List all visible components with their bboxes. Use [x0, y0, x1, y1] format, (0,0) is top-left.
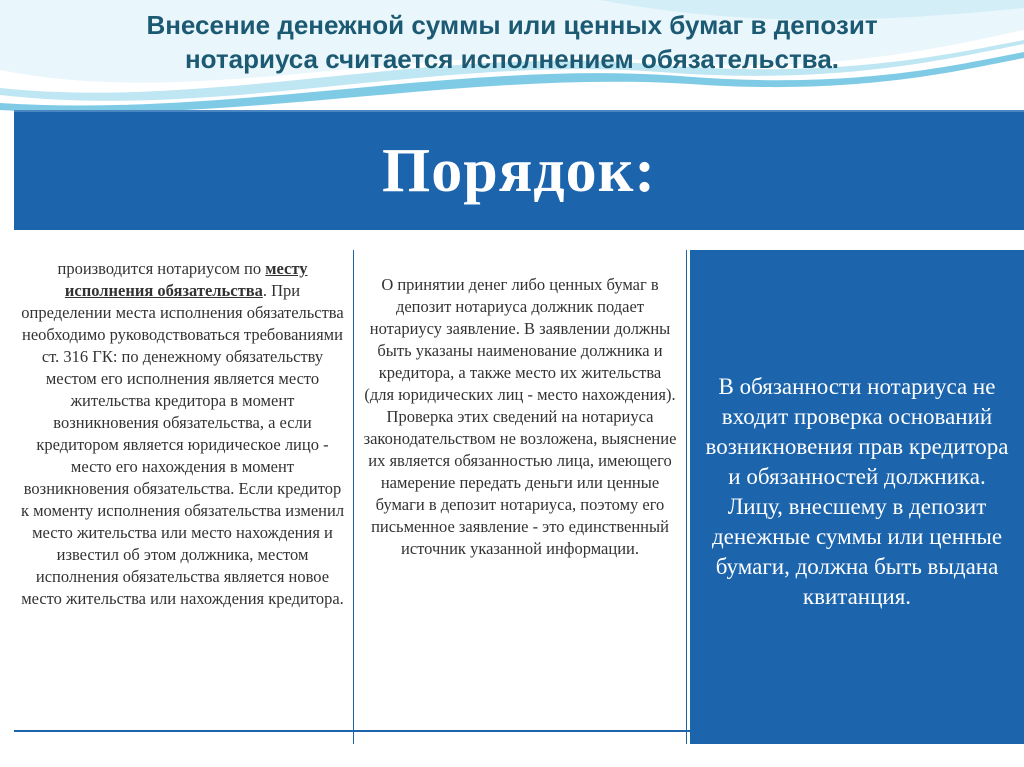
slide-title-line-2: нотариуса считается исполнением обязательства.: [184, 44, 840, 74]
column-right: [690, 250, 1024, 744]
column-left: [14, 250, 351, 744]
column-middle: [353, 250, 687, 744]
column-left-text: [14, 250, 351, 610]
column-left-text-after: . При определении места исполнения обязательства необходимо руководствоваться требованиями ст. 316 ГК: по денежному обязательству местом его исполнения является место жительства кредитора в момент возникновения обязательства, а если кредитором является юридическое лицо - место его нахождения в момент возникновения обязательства. Если кредитор к моменту исполнения обязательства изменил место жительства или место нахождения и известил об этом должника, местом исполнения обязательства является новое место жительства или нахождения кредитора.: [20, 281, 345, 608]
slide-title: [20, 8, 1004, 76]
slide-title-line-1: Внесение денежной суммы или ценных бумаг в депозит: [146, 10, 878, 40]
header-label: Порядок:: [382, 136, 656, 205]
column-left-text-before: производится нотариусом по: [57, 259, 266, 278]
header-bar: [14, 110, 1024, 230]
column-middle-text: О принятии денег либо ценных бумаг в депозит нотариуса должник подает нотариусу заявление. В заявлении должны быть указаны наименование должника и кредитора, а также место их жительства (для юридических лиц - место нахождения). Проверка этих сведений на нотариуса законодательством не возложена, выяснение их является обязанностью лица, имеющего намерение передать деньги или ценные бумаги в депозит нотариуса, поэтому его письменное заявление - это единственный источник указанной информации.: [363, 275, 677, 558]
columns-bottom-divider: [14, 730, 690, 732]
column-left-emphasis: месту исполнения обязательства: [64, 259, 308, 300]
column-right-text: В обязанности нотариуса не входит проверка оснований возникновения прав кредитора и обязанностей должника. Лицу, внесшему в депозит денежные суммы или ценные бумаги, должна быть выдана квитанция.: [705, 374, 1009, 609]
